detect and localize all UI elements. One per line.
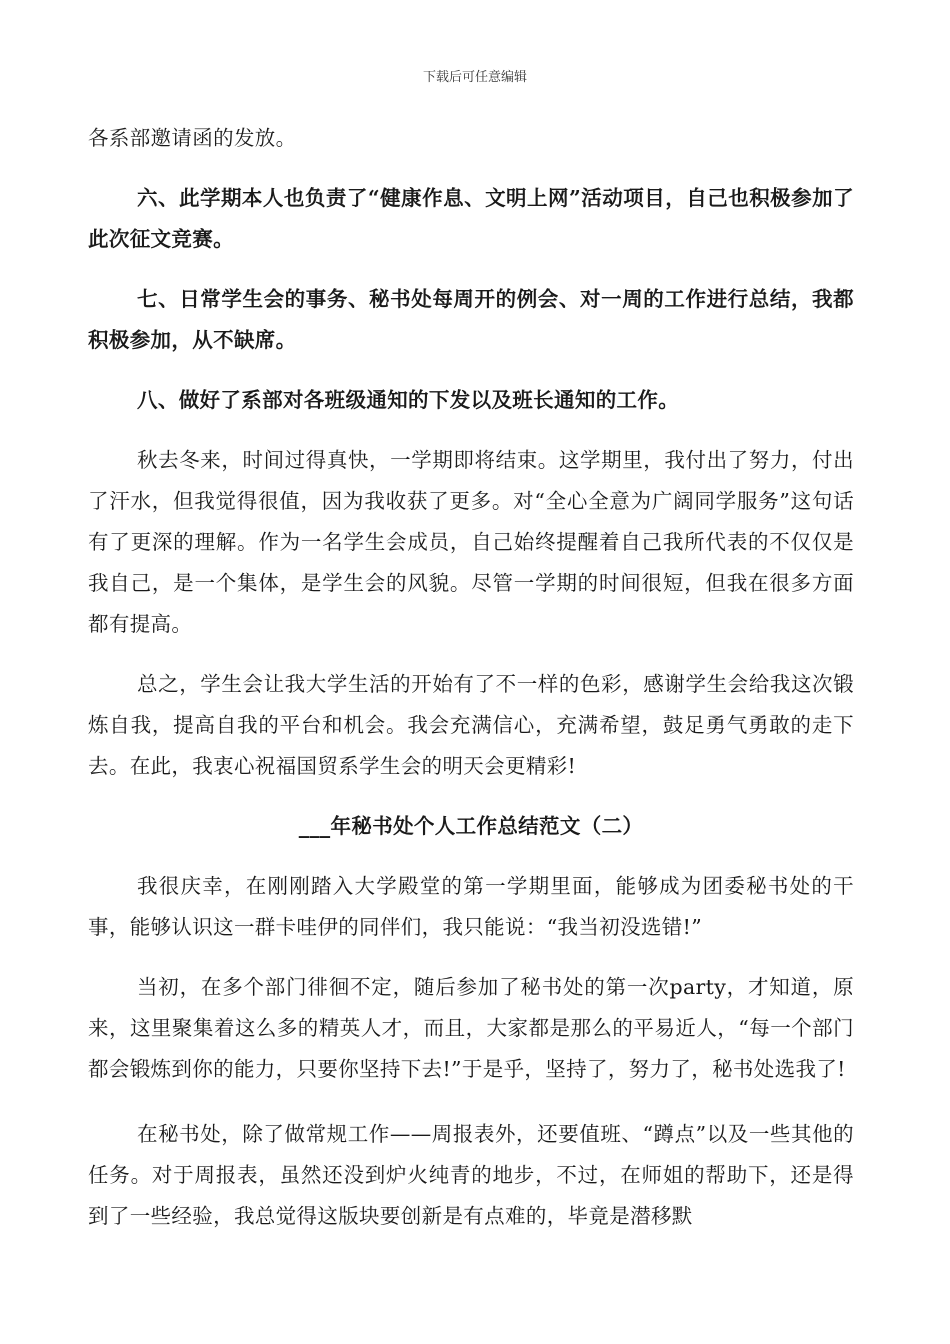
list-item-six: 六、此学期本人也负责了“健康作息、文明上网”活动项目，自己也积极参加了此次征文竞赛。 bbox=[88, 186, 854, 251]
list-item-seven: 七、日常学生会的事务、秘书处每周开的例会、对一周的工作进行总结，我都积极参加，从不缺席。 bbox=[88, 287, 854, 352]
paragraph-initially: 当初，在多个部门徘徊不定，随后参加了秘书处的第一次party，才知道，原来，这里聚集着这么多的精英人才，而且，大家都是那么的平易近人，“每一个部门都会锻炼到你的能力，只要你坚持下去!”于是乎，坚持了，努力了，秘书处选我了! bbox=[88, 975, 854, 1081]
document-body bbox=[88, 118, 854, 1237]
paragraph-fortunate: 我很庆幸，在刚刚踏入大学殿堂的第一学期里面，能够成为团委秘书处的干事，能够认识这一群卡哇伊的同伴们，我只能说：“我当初没选错!” bbox=[88, 874, 854, 939]
paragraph-secretariat: 在秘书处，除了做常规工作——周报表外，还要值班、“蹲点”以及一些其他的任务。对于周报表，虽然还没到炉火纯青的地步，不过，在师姐的帮助下，还是得到了一些经验，我总觉得这版块要创新是有点难的，毕竟是潜移默 bbox=[88, 1122, 854, 1228]
section-title: ___年秘书处个人工作总结范文（二） bbox=[298, 814, 644, 838]
paragraph-autumn: 秋去冬来，时间过得真快，一学期即将结束。这学期里，我付出了努力，付出了汗水，但我觉得很值，因为我收获了更多。对“全心全意为广阔同学服务”这句话有了更深的理解。作为一名学生会成员，自己始终提醒着自己我所代表的不仅仅是我自己，是一个集体，是学生会的风貌。尽管一学期的时间很短，但我在很多方面都有提高。 bbox=[88, 448, 854, 636]
paragraph-continuation: 各系部邀请函的发放。 bbox=[88, 126, 297, 150]
paragraph-conclusion: 总之，学生会让我大学生活的开始有了不一样的色彩，感谢学生会给我这次锻炼自我，提高自我的平台和机会。我会充满信心，充满希望，鼓足勇气勇敢的走下去。在此，我衷心祝福国贸系学生会的明天会更精彩! bbox=[88, 672, 854, 778]
page-header: 下载后可任意编辑 bbox=[422, 70, 527, 85]
list-item-eight: 八、做好了系部对各班级通知的下发以及班长通知的工作。 bbox=[137, 388, 680, 412]
